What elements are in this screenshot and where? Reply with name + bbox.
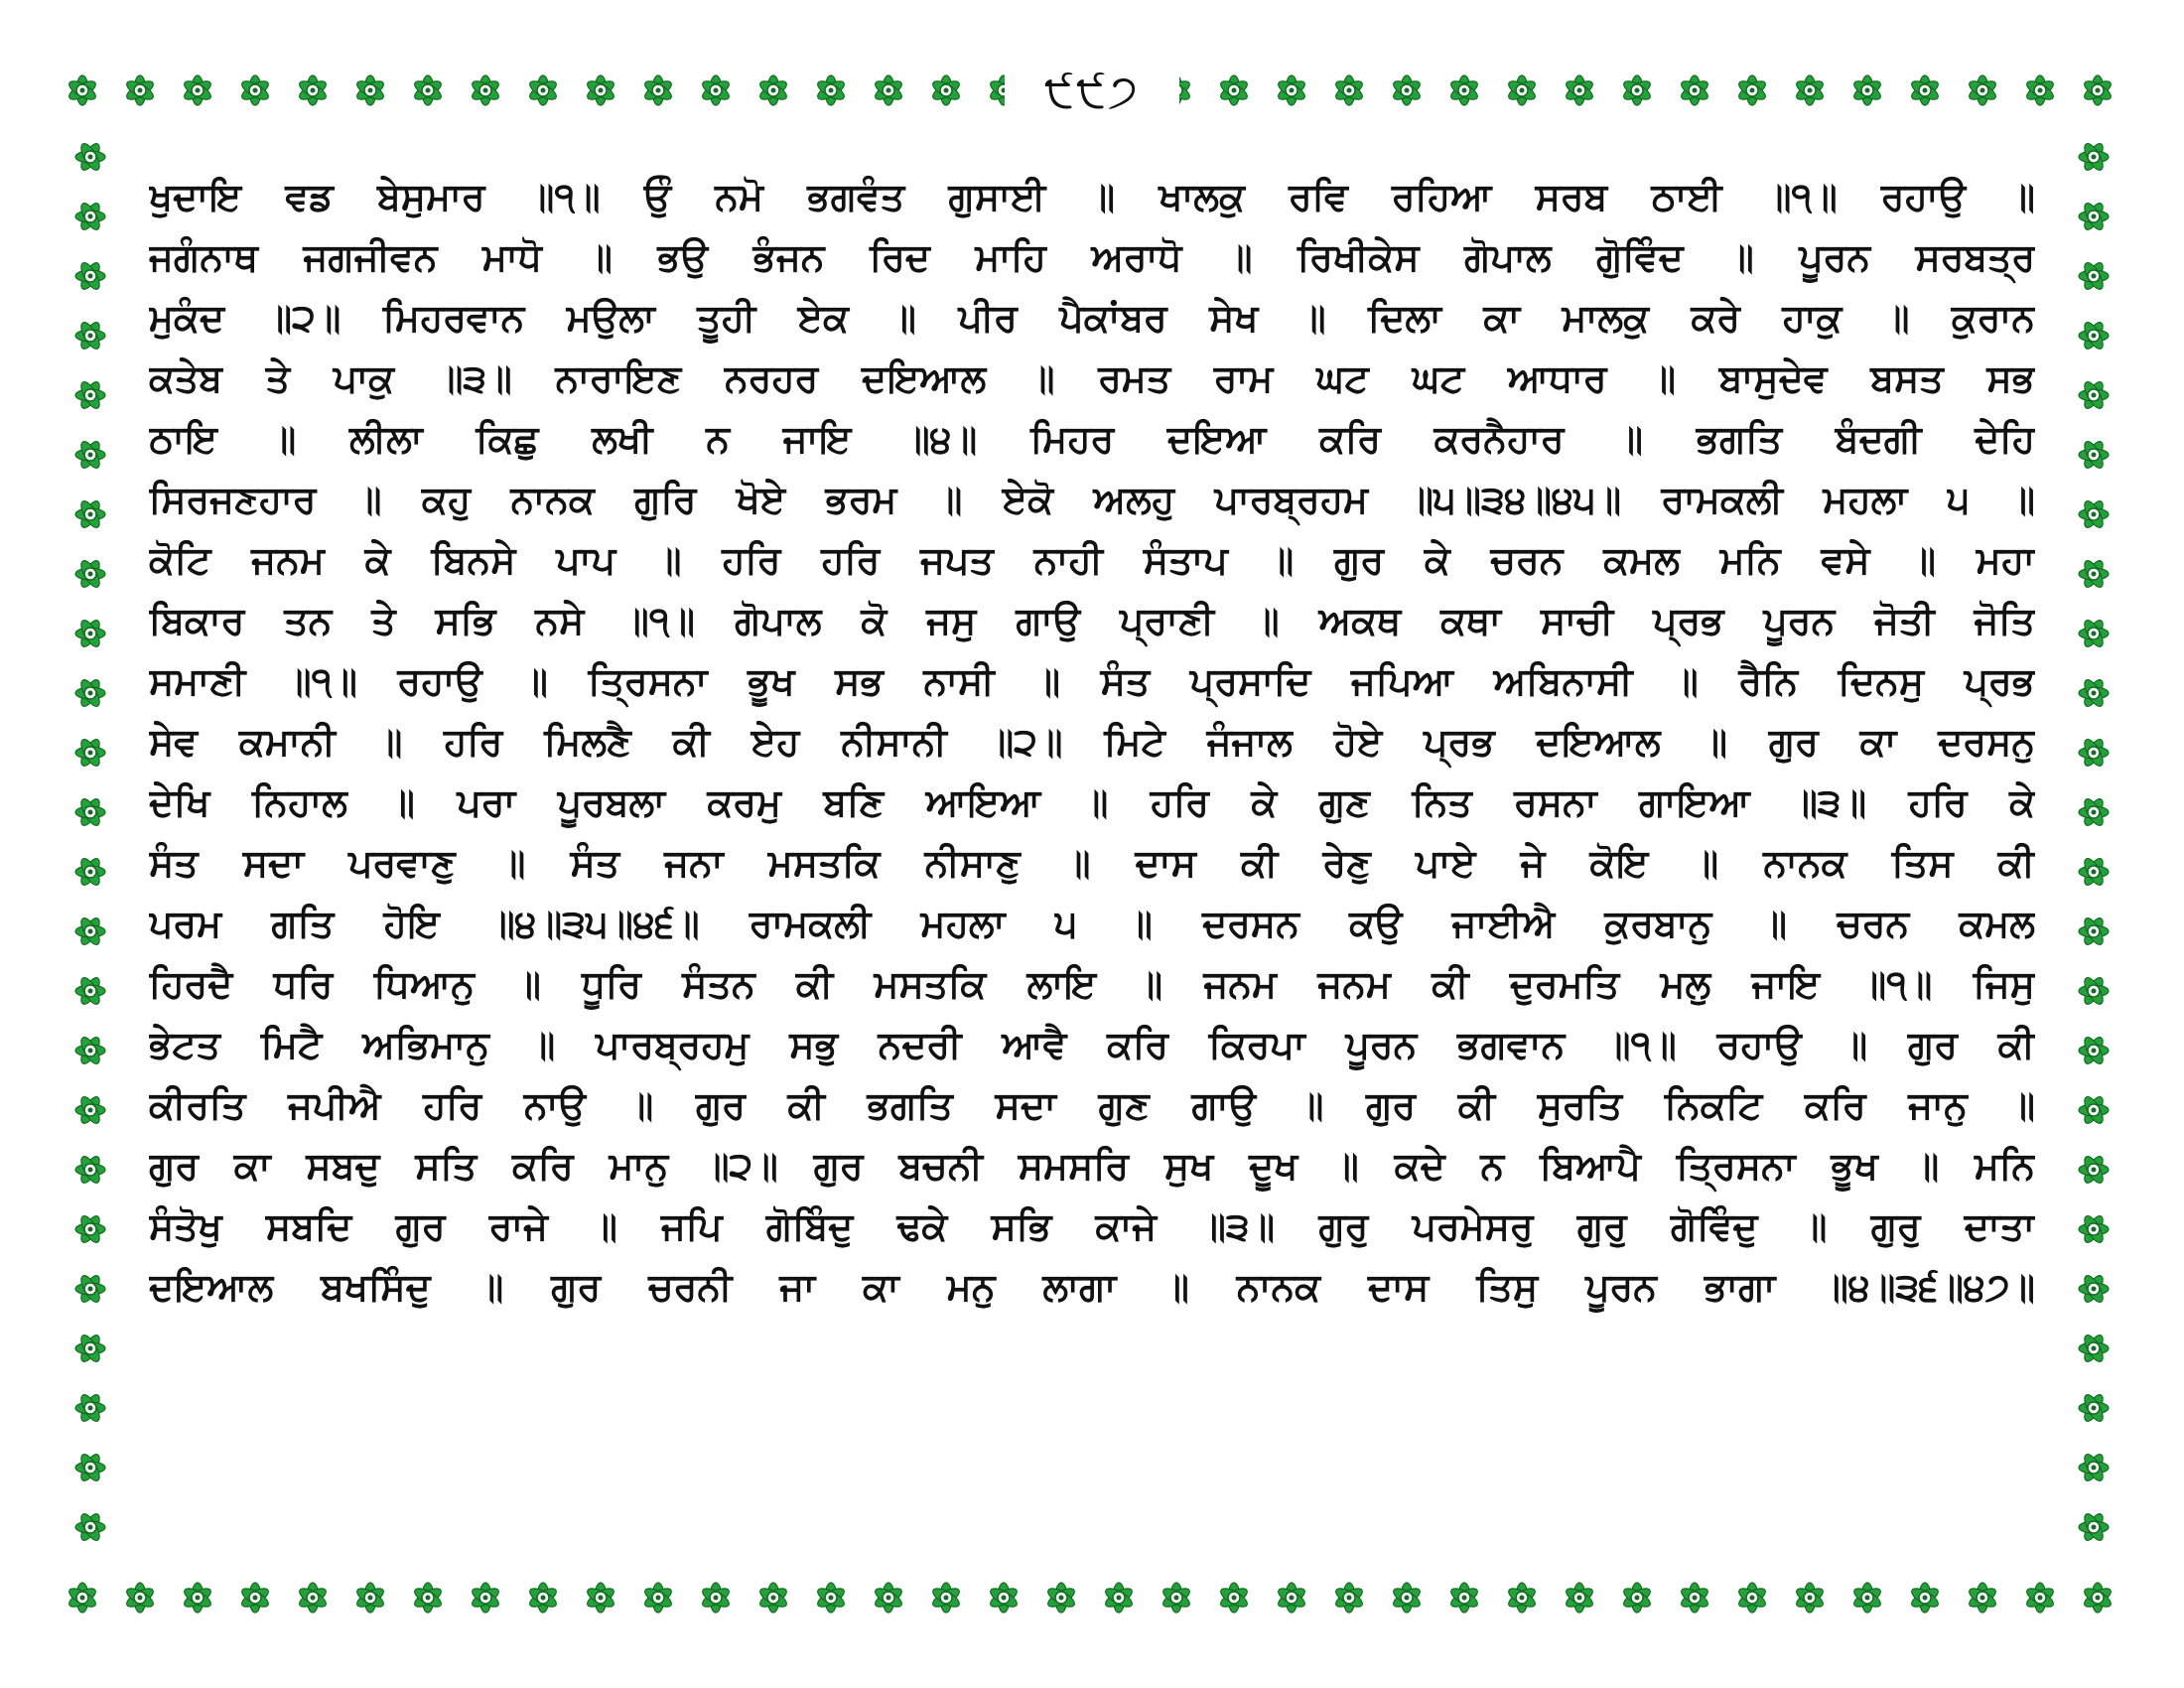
text-line: ਸੇਵ ਕਮਾਨੀ ॥ ਹਰਿ ਮਿਲਣੈ ਕੀ ਏਹ ਨੀਸਾਨੀ ॥੨॥ ਮਿਟੇ ਜੰਜਾਲ ਹੋਏ ਪ੍ਰਭ ਦਇਆਲ ॥ ਗੁਰ ਕਾ ਦਰਸਨੁ xyxy=(149,720,2035,764)
text-line: ਕੀਰਤਿ ਜਪੀਐ ਹਰਿ ਨਾਉ ॥ ਗੁਰ ਕੀ ਭਗਤਿ ਸਦਾ ਗੁਣ ਗਾਉ ॥ ਗੁਰ ਕੀ ਸੁਰਤਿ ਨਿਕਟਿ ਕਰਿ ਜਾਨੁ ॥ xyxy=(149,1083,2035,1127)
floral-border-left-icon xyxy=(54,127,127,1561)
text-line: ਕੋਟਿ ਜਨਮ ਕੇ ਬਿਨਸੇ ਪਾਪ ॥ ਹਰਿ ਹਰਿ ਜਪਤ ਨਾਹੀ ਸੰਤਾਪ ॥ ਗੁਰ ਕੇ ਚਰਨ ਕਮਲ ਮਨਿ ਵਸੇ ॥ ਮਹਾ xyxy=(149,538,2035,582)
text-line: ਸੰਤ ਸਦਾ ਪਰਵਾਣੁ ॥ ਸੰਤ ਜਨਾ ਮਸਤਕਿ ਨੀਸਾਣੁ ॥ ਦਾਸ ਕੀ ਰੇਣੁ ਪਾਏ ਜੇ ਕੋਇ ॥ ਨਾਨਕ ਤਿਸ ਕੀ xyxy=(149,841,2035,885)
text-line: ਹਿਰਦੈ ਧਰਿ ਧਿਆਨੁ ॥ ਧੂਰਿ ਸੰਤਨ ਕੀ ਮਸਤਕਿ ਲਾਇ ॥ ਜਨਮ ਜਨਮ ਕੀ ਦੁਰਮਤਿ ਮਲੁ ਜਾਇ ॥੧॥ ਜਿਸੁ xyxy=(149,962,2035,1006)
text-line: ਸਮਾਣੀ ॥੧॥ ਰਹਾਉ ॥ ਤ੍ਰਿਸਨਾ ਭੂਖ ਸਭ ਨਾਸੀ ॥ ਸੰਤ ਪ੍ਰਸਾਦਿ ਜਪਿਆ ਅਬਿਨਾਸੀ ॥ ਰੈਨਿ ਦਿਨਸੁ ਪ੍ਰਭ xyxy=(149,659,2035,703)
floral-border-bottom-icon xyxy=(54,1561,2130,1634)
text-line: ਜਗੰਨਾਥ ਜਗਜੀਵਨ ਮਾਧੋ ॥ ਭਉ ਭੰਜਨ ਰਿਦ ਮਾਹਿ ਅਰਾਧੋ ॥ ਰਿਖੀਕੇਸ ਗੋਪਾਲ ਗੋੁਵਿੰਦ ॥ ਪੂਰਨ ਸਰਬਤ੍ਰ xyxy=(149,235,2035,279)
text-line: ਸਿਰਜਣਹਾਰ ॥ ਕਹੁ ਨਾਨਕ ਗੁਰਿ ਖੋਏ ਭਰਮ ॥ ਏਕੋ ਅਲਹੁ ਪਾਰਬ੍ਰਹਮ ॥੫॥੩੪॥੪੫॥ ਰਾਮਕਲੀ ਮਹਲਾ ੫ ॥ xyxy=(149,478,2035,521)
text-line: ਦਇਆਲ ਬਖਸਿੰਦੁ ॥ ਗੁਰ ਚਰਨੀ ਜਾ ਕਾ ਮਨੁ ਲਾਗਾ ॥ ਨਾਨਕ ਦਾਸ ਤਿਸੁ ਪੂਰਨ ਭਾਗਾ ॥੪॥੩੬॥੪੭॥ xyxy=(149,1265,2035,1309)
floral-border-right-icon xyxy=(2057,127,2130,1561)
page-number-container xyxy=(1005,56,1179,127)
text-line: ਕਤੇਬ ਤੇ ਪਾਕੁ ॥੩॥ ਨਾਰਾਇਣ ਨਰਹਰ ਦਇਆਲ ॥ ਰਮਤ ਰਾਮ ਘਟ ਘਟ ਆਧਾਰ ॥ ਬਾਸੁਦੇਵ ਬਸਤ ਸਭ xyxy=(149,356,2035,400)
text-line: ਗੁਰ ਕਾ ਸਬਦੁ ਸਤਿ ਕਰਿ ਮਾਨੁ ॥੨॥ ਗੁਰ ਬਚਨੀ ਸਮਸਰਿ ਸੁਖ ਦੂਖ ॥ ਕਦੇ ਨ ਬਿਆਪੈ ਤ੍ਰਿਸਨਾ ਭੂਖ ॥ ਮਨਿ xyxy=(149,1144,2035,1188)
text-block xyxy=(149,167,2035,1547)
text-line: ਮੁਕੰਦ ॥੨॥ ਮਿਹਰਵਾਨ ਮਉਲਾ ਤੂਹੀ ਏਕ ॥ ਪੀਰ ਪੈਕਾਂਬਰ ਸੇਖ ॥ ਦਿਲਾ ਕਾ ਮਾਲਕੁ ਕਰੇ ਹਾਕੁ ॥ ਕੁਰਾਨ xyxy=(149,296,2035,340)
text-line: ਭੇਟਤ ਮਿਟੈ ਅਭਿਮਾਨੁ ॥ ਪਾਰਬ੍ਰਹਮੁ ਸਭੁ ਨਦਰੀ ਆਵੈ ਕਰਿ ਕਿਰਪਾ ਪੂਰਨ ਭਗਵਾਨ ॥੧॥ ਰਹਾਉ ॥ ਗੁਰ ਕੀ xyxy=(149,1023,2035,1066)
text-line: ਦੇਖਿ ਨਿਹਾਲ ॥ ਪਰਾ ਪੂਰਬਲਾ ਕਰਮੁ ਬਣਿ ਆਇਆ ॥ ਹਰਿ ਕੇ ਗੁਣ ਨਿਤ ਰਸਨਾ ਗਾਇਆ ॥੩॥ ਹਰਿ ਕੇ xyxy=(149,780,2035,824)
text-line: ਠਾਇ ॥ ਲੀਲਾ ਕਿਛੁ ਲਖੀ ਨ ਜਾਇ ॥੪॥ ਮਿਹਰ ਦਇਆ ਕਰਿ ਕਰਨੈਹਾਰ ॥ ਭਗਤਿ ਬੰਦਗੀ ਦੇਹਿ xyxy=(149,417,2035,461)
text-line: ਖੁਦਾਇ ਵਡ ਬੇਸੁਮਾਰ ॥੧॥ ਓੁੰ ਨਮੋ ਭਗਵੰਤ ਗੁਸਾਈ ॥ ਖਾਲਕੁ ਰਵਿ ਰਹਿਆ ਸਰਬ ਠਾਈ ॥੧॥ ਰਹਾਉ ॥ xyxy=(149,175,2035,218)
text-line: ਪਰਮ ਗਤਿ ਹੋਇ ॥੪॥੩੫॥੪੬॥ ਰਾਮਕਲੀ ਮਹਲਾ ੫ ॥ ਦਰਸਨ ਕਉ ਜਾਈਐ ਕੁਰਬਾਨੁ ॥ ਚਰਨ ਕਮਲ xyxy=(149,902,2035,945)
text-line: ਬਿਕਾਰ ਤਨ ਤੇ ਸਭਿ ਨਸੇ ॥੧॥ ਗੋਪਾਲ ਕੋ ਜਸੁ ਗਾਉ ਪ੍ਰਾਣੀ ॥ ਅਕਥ ਕਥਾ ਸਾਚੀ ਪ੍ਰਭ ਪੂਰਨ ਜੋਤੀ ਜੋਤਿ xyxy=(149,599,2035,642)
text-line: ਸੰਤੋਖੁ ਸਬਦਿ ਗੁਰ ਰਾਜੇ ॥ ਜਪਿ ਗੋਬਿੰਦੁ ਢਕੇ ਸਭਿ ਕਾਜੇ ॥੩॥ ਗੁਰੁ ਪਰਮੇਸਰੁ ਗੁਰੁ ਗੋਵਿੰਦੁ ॥ ਗੁਰੁ ਦਾਤਾ xyxy=(149,1204,2035,1248)
page-number: ੯੯੭ xyxy=(1044,64,1140,117)
